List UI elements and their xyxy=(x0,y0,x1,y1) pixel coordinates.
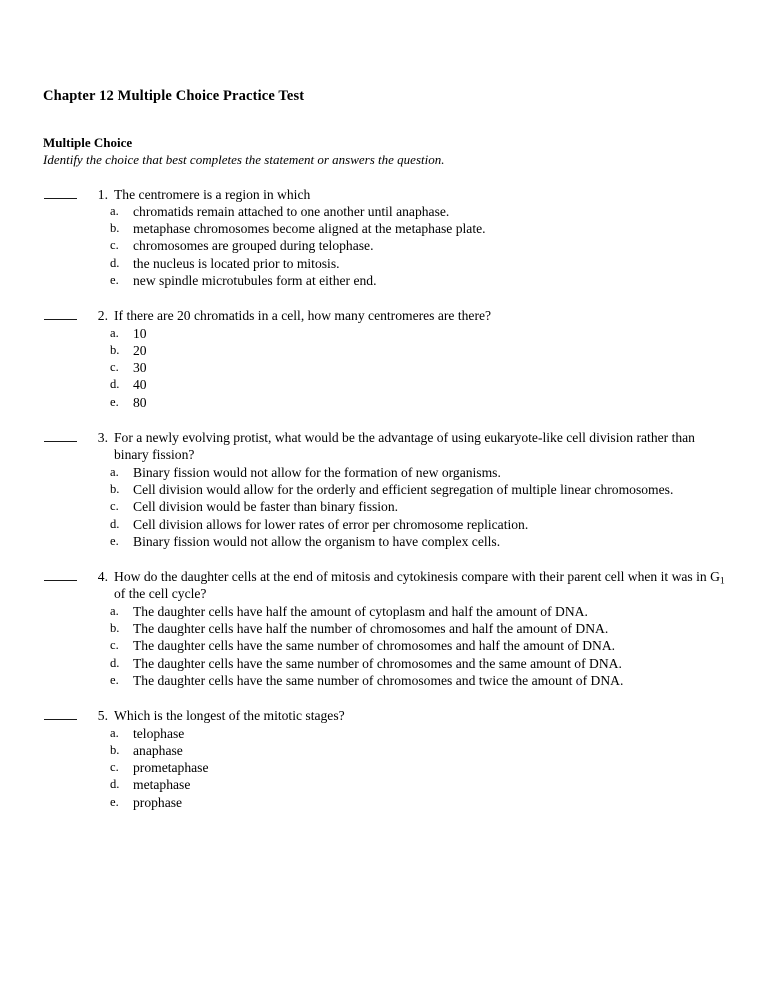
question-text: Which is the longest of the mitotic stages? xyxy=(114,708,345,724)
question-block xyxy=(43,707,725,811)
question-row xyxy=(43,707,725,724)
option-text: chromatids remain attached to one another until anaphase. xyxy=(133,203,450,219)
page-title: Chapter 12 Multiple Choice Practice Test xyxy=(43,88,305,104)
option-item[interactable] xyxy=(43,759,725,776)
question-row xyxy=(43,186,725,203)
option-text: the nucleus is located prior to mitosis. xyxy=(133,255,340,271)
question-number: 5. xyxy=(97,708,108,724)
option-letter: a. xyxy=(110,464,119,479)
option-letter: c. xyxy=(110,238,119,253)
option-text: The daughter cells have the same number of chromosomes and half the amount of DNA. xyxy=(133,638,616,654)
option-item[interactable] xyxy=(43,725,725,742)
option-item[interactable] xyxy=(43,620,725,637)
question-text: How do the daughter cells at the end of mitosis and cytokinesis compare with their parent cell when it was in $G_1$ of the cell cycle? xyxy=(114,569,725,602)
option-letter: e. xyxy=(110,272,119,287)
option-item[interactable] xyxy=(43,237,725,254)
question-number: 4. xyxy=(97,569,108,585)
question-text: The centromere is a region in which xyxy=(114,186,311,202)
option-text: chromosomes are grouped during telophase. xyxy=(133,238,374,254)
question-row xyxy=(43,429,725,464)
option-letter: c. xyxy=(110,760,119,775)
option-item[interactable] xyxy=(43,603,725,620)
question-list xyxy=(43,186,725,812)
option-list xyxy=(43,325,725,411)
option-letter: e. xyxy=(110,794,119,809)
question-row xyxy=(43,568,725,603)
option-letter: d. xyxy=(110,377,120,392)
option-item[interactable] xyxy=(43,498,725,515)
option-text: metaphase chromosomes become aligned at the metaphase plate. xyxy=(133,221,486,237)
option-letter: b. xyxy=(110,621,120,636)
option-item[interactable] xyxy=(43,533,725,550)
option-text: 80 xyxy=(133,394,147,410)
option-item[interactable] xyxy=(43,481,725,498)
question-block xyxy=(43,307,725,411)
option-list xyxy=(43,464,725,550)
option-letter: e. xyxy=(110,672,119,687)
option-text: 40 xyxy=(133,377,147,393)
option-item[interactable] xyxy=(43,325,725,342)
option-item[interactable] xyxy=(43,776,725,793)
option-item[interactable] xyxy=(43,794,725,811)
option-letter: a. xyxy=(110,725,119,740)
option-letter: d. xyxy=(110,516,120,531)
option-letter: c. xyxy=(110,360,119,375)
option-letter: b. xyxy=(110,342,120,357)
option-item[interactable] xyxy=(43,203,725,220)
option-text: Cell division allows for lower rates of error per chromosome replication. xyxy=(133,516,529,532)
option-letter: d. xyxy=(110,655,120,670)
option-letter: b. xyxy=(110,221,120,236)
option-text: 10 xyxy=(133,325,147,341)
option-list xyxy=(43,203,725,289)
option-item[interactable] xyxy=(43,255,725,272)
question-text: For a newly evolving protist, what would be the advantage of using eukaryote-like cell division rather than binary fission? xyxy=(114,430,695,463)
option-item[interactable] xyxy=(43,516,725,533)
question-block xyxy=(43,429,725,550)
option-letter: b. xyxy=(110,481,120,496)
option-item[interactable] xyxy=(43,394,725,411)
option-letter: d. xyxy=(110,777,120,792)
option-letter: a. xyxy=(110,203,119,218)
option-item[interactable] xyxy=(43,655,725,672)
option-text: The daughter cells have the same number of chromosomes and the same amount of DNA. xyxy=(133,655,622,671)
question-block xyxy=(43,186,725,290)
option-list xyxy=(43,603,725,689)
instruction-text: Identify the choice that best completes the statement or answers the question. xyxy=(43,152,445,167)
question-number: 3. xyxy=(97,430,108,446)
option-item[interactable] xyxy=(43,220,725,237)
option-letter: a. xyxy=(110,603,119,618)
option-item[interactable] xyxy=(43,742,725,759)
option-letter: e. xyxy=(110,533,119,548)
option-list xyxy=(43,725,725,811)
question-number: 2. xyxy=(97,308,108,324)
option-letter: c. xyxy=(110,499,119,514)
option-text: Cell division would allow for the orderly and efficient segregation of multiple linear chromosomes. xyxy=(133,481,674,497)
section-heading: Multiple Choice xyxy=(43,135,133,150)
option-item[interactable] xyxy=(43,672,725,689)
option-text: anaphase xyxy=(133,742,183,758)
option-letter: c. xyxy=(110,638,119,653)
option-item[interactable] xyxy=(43,359,725,376)
option-text: prophase xyxy=(133,794,183,810)
question-block xyxy=(43,568,725,689)
option-text: 20 xyxy=(133,342,147,358)
option-text: Binary fission would not allow for the formation of new organisms. xyxy=(133,464,501,480)
option-text: The daughter cells have the same number of chromosomes and twice the amount of DNA. xyxy=(133,672,624,688)
option-text: 30 xyxy=(133,360,147,376)
option-letter: a. xyxy=(110,325,119,340)
option-item[interactable] xyxy=(43,376,725,393)
option-item[interactable] xyxy=(43,272,725,289)
option-item[interactable] xyxy=(43,342,725,359)
option-item[interactable] xyxy=(43,637,725,654)
option-text: The daughter cells have half the amount of cytoplasm and half the amount of DNA. xyxy=(133,603,588,619)
option-text: The daughter cells have half the number of chromosomes and half the amount of DNA. xyxy=(133,621,609,637)
question-row xyxy=(43,307,725,324)
option-letter: d. xyxy=(110,255,120,270)
option-text: new spindle microtubules form at either end. xyxy=(133,272,377,288)
option-letter: e. xyxy=(110,394,119,409)
document-body xyxy=(43,88,725,811)
option-letter: b. xyxy=(110,742,120,757)
question-text: If there are 20 chromatids in a cell, how many centromeres are there? xyxy=(114,308,492,324)
question-subscript: 1 xyxy=(719,575,725,587)
option-text: telophase xyxy=(133,725,185,741)
option-text: Binary fission would not allow the organism to have complex cells. xyxy=(133,533,501,549)
option-text: prometaphase xyxy=(133,760,209,776)
option-text: Cell division would be faster than binary fission. xyxy=(133,499,399,515)
question-number: 1. xyxy=(97,186,108,202)
option-text: metaphase xyxy=(133,777,191,793)
option-item[interactable] xyxy=(43,464,725,481)
